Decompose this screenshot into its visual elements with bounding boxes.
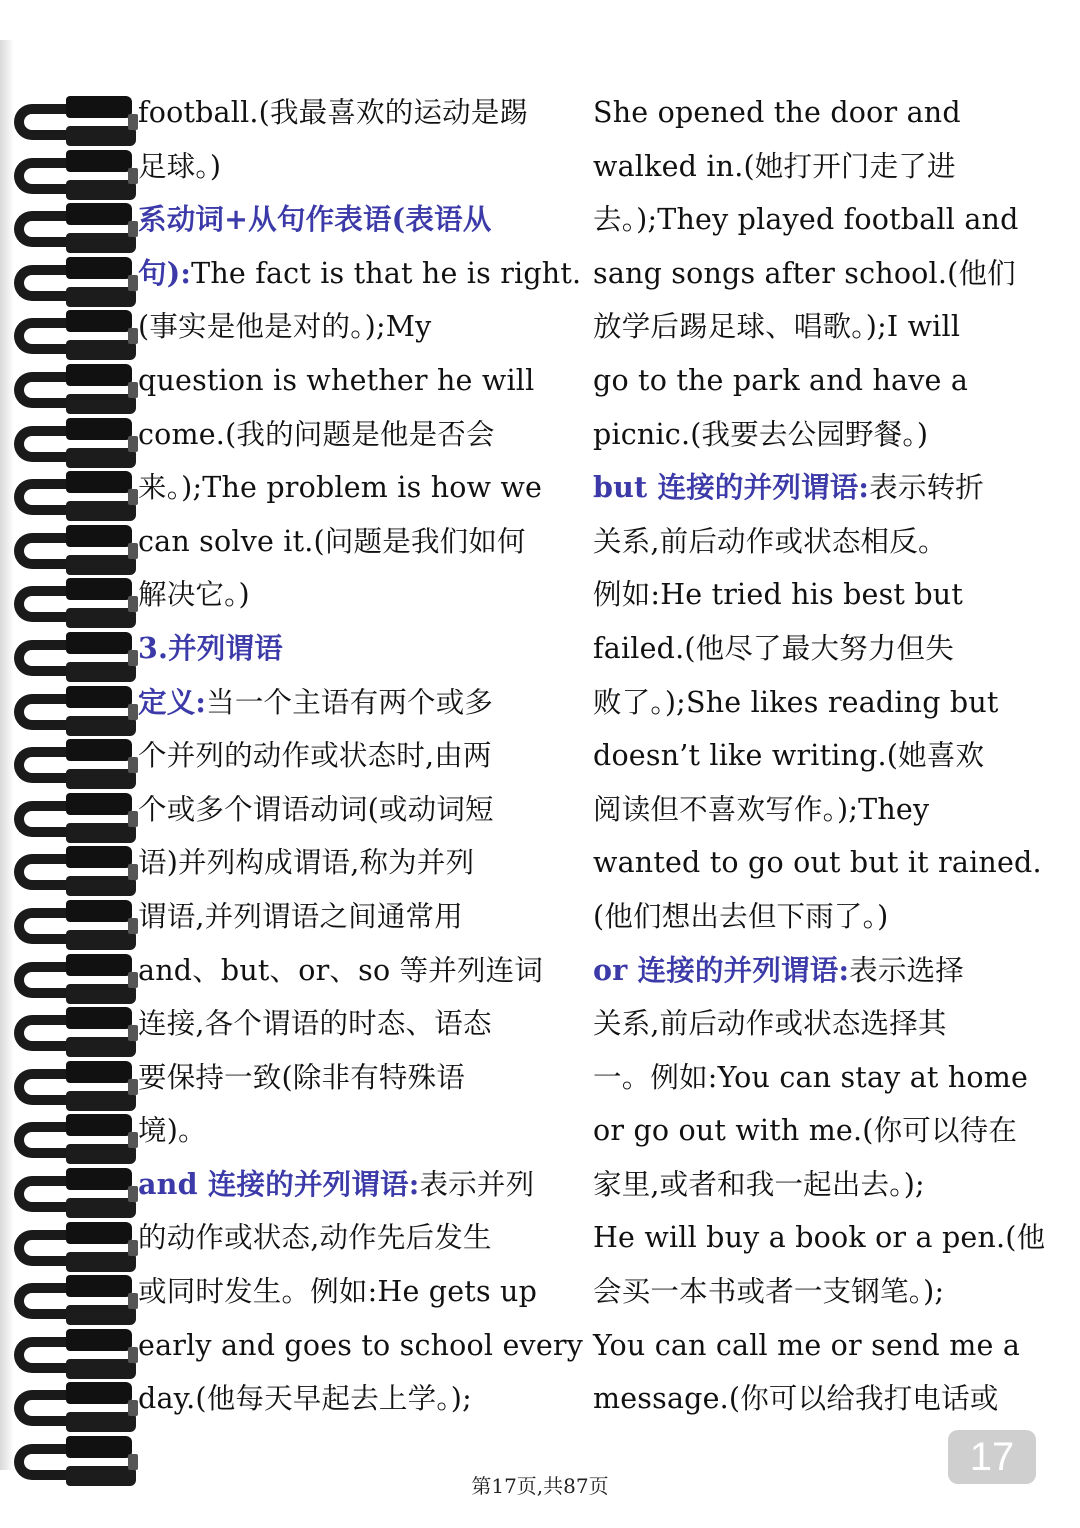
spiral-ring-icon bbox=[8, 1061, 132, 1111]
text-line bbox=[593, 997, 1033, 1051]
body-text: failed.(他尽了最大努力但失 bbox=[593, 631, 954, 665]
text-line bbox=[138, 622, 586, 676]
body-text: 败了。);She likes reading but bbox=[593, 685, 999, 719]
body-text: question is whether he will bbox=[138, 363, 535, 397]
text-line bbox=[138, 408, 586, 462]
text-line bbox=[593, 836, 1042, 890]
text-line bbox=[593, 1158, 1033, 1212]
body-text: 去。);They played football and bbox=[593, 203, 1019, 237]
text-line bbox=[138, 676, 586, 730]
page-number-badge: 17 bbox=[948, 1430, 1036, 1484]
spiral-ring-icon bbox=[8, 846, 132, 896]
spiral-ring-icon bbox=[8, 418, 132, 468]
body-text: walked in.(她打开门走了进 bbox=[593, 149, 956, 183]
body-text: 家里,或者和我一起出去。); bbox=[593, 1167, 925, 1201]
spiral-ring-icon bbox=[8, 578, 132, 628]
highlight-heading: 句): bbox=[138, 255, 192, 290]
text-line bbox=[138, 86, 586, 140]
body-text: doesn’t like writing.(她喜欢 bbox=[593, 739, 985, 773]
text-line bbox=[138, 729, 586, 783]
spiral-ring-icon bbox=[8, 1114, 132, 1164]
text-line bbox=[138, 1372, 586, 1426]
text-line bbox=[593, 354, 1033, 408]
body-text: 要保持一致(除非有特殊语 bbox=[138, 1060, 466, 1094]
text-line bbox=[593, 300, 1033, 354]
spiral-ring-icon bbox=[8, 793, 132, 843]
body-text: can solve it.(问题是我们如何 bbox=[138, 524, 526, 558]
text-line bbox=[138, 515, 586, 569]
text-line bbox=[138, 890, 586, 944]
body-text: 连接,各个谓语的时态、语态 bbox=[138, 1007, 492, 1041]
body-text: message.(你可以给我打电话或 bbox=[593, 1382, 999, 1416]
text-line bbox=[593, 729, 1033, 783]
body-text: 的动作或状态,动作先后发生 bbox=[138, 1221, 492, 1255]
body-text: 表示并列 bbox=[419, 1167, 535, 1201]
text-line bbox=[138, 836, 586, 890]
body-text: 解决它。) bbox=[138, 578, 250, 612]
body-text: come.(我的问题是他是否会 bbox=[138, 417, 495, 451]
text-line bbox=[138, 193, 586, 247]
text-line bbox=[593, 1319, 1033, 1373]
body-text: (事实是他是对的。);My bbox=[138, 310, 432, 344]
spiral-ring-icon bbox=[8, 150, 132, 200]
spiral-ring-icon bbox=[8, 96, 132, 146]
body-text: 或同时发生。例如:He gets up bbox=[138, 1275, 538, 1309]
text-line bbox=[593, 1265, 1033, 1319]
highlight-heading: but 连接的并列谓语: bbox=[593, 470, 870, 505]
text-line bbox=[593, 568, 1033, 622]
body-text: picnic.(我要去公园野餐。) bbox=[593, 417, 929, 451]
highlight-heading: or 连接的并列谓语: bbox=[593, 952, 850, 987]
text-line bbox=[593, 1104, 1033, 1158]
body-text: football.(我最喜欢的运动是踢 bbox=[138, 96, 529, 129]
body-text: 语)并列构成谓语,称为并列 bbox=[138, 846, 475, 880]
body-text: 例如:He tried his best but bbox=[593, 578, 963, 612]
text-line bbox=[138, 944, 586, 998]
highlight-heading: 3.并列谓语 bbox=[138, 630, 283, 665]
spiral-ring-icon bbox=[8, 364, 132, 414]
spiral-ring-icon bbox=[8, 686, 132, 736]
body-text: early and goes to school every bbox=[138, 1328, 584, 1362]
body-text: 表示选择 bbox=[849, 953, 964, 987]
text-line bbox=[593, 1051, 1033, 1105]
text-line bbox=[138, 783, 586, 837]
text-line bbox=[593, 193, 1033, 247]
body-text: 来。);The problem is how we bbox=[138, 471, 543, 505]
text-line bbox=[138, 568, 586, 622]
spiral-ring-icon bbox=[8, 1007, 132, 1057]
spiral-ring-icon bbox=[8, 739, 132, 789]
body-text: She opened the door and bbox=[593, 96, 961, 129]
text-line bbox=[138, 354, 586, 408]
body-text: 境)。 bbox=[138, 1114, 207, 1148]
body-text: and、but、or、so 等并列连词 bbox=[138, 953, 544, 987]
body-text: 当一个主语有两个或多 bbox=[206, 685, 494, 719]
body-text: 放学后踢足球、唱歌。);I will bbox=[593, 310, 961, 344]
text-line bbox=[138, 1104, 586, 1158]
body-text: 关系,前后动作或状态相反。 bbox=[593, 524, 947, 558]
body-text: (他们想出去但下雨了。) bbox=[593, 899, 889, 933]
spiral-ring-icon bbox=[8, 632, 132, 682]
left-column bbox=[138, 86, 586, 1426]
body-text: wanted to go out but it rained. bbox=[593, 846, 1042, 880]
text-line bbox=[138, 997, 586, 1051]
spiral-ring-icon bbox=[8, 525, 132, 575]
body-text: go to the park and have a bbox=[593, 363, 969, 397]
text-line bbox=[138, 140, 586, 194]
text-line bbox=[593, 247, 1033, 301]
page-footer: 第17页,共87页 bbox=[471, 1474, 609, 1498]
body-text: 会买一本书或者一支钢笔。); bbox=[593, 1275, 945, 1309]
spiral-ring-icon bbox=[8, 203, 132, 253]
text-line bbox=[593, 86, 1033, 140]
body-text: 个并列的动作或状态时,由两 bbox=[138, 739, 492, 773]
highlight-heading: 定义: bbox=[138, 684, 207, 719]
text-line bbox=[138, 300, 586, 354]
text-line bbox=[138, 1319, 586, 1373]
text-line bbox=[593, 140, 1033, 194]
spiral-ring-icon bbox=[8, 1275, 132, 1325]
body-text: or go out with me.(你可以待在 bbox=[593, 1114, 1018, 1148]
body-text: You can call me or send me a bbox=[593, 1328, 1021, 1362]
text-line bbox=[593, 408, 1033, 462]
text-line bbox=[593, 890, 1033, 944]
body-text: 阅读但不喜欢写作。);They bbox=[593, 792, 930, 826]
text-line bbox=[138, 461, 586, 515]
body-text: The fact is that he is right. bbox=[191, 256, 582, 290]
text-line bbox=[593, 515, 1033, 569]
body-text: 足球。) bbox=[138, 149, 222, 183]
spiral-ring-icon bbox=[8, 1382, 132, 1432]
text-line bbox=[593, 1372, 1033, 1426]
text-line bbox=[593, 783, 1033, 837]
body-text: 个或多个谓语动词(或动词短 bbox=[138, 792, 494, 826]
spiral-ring-icon bbox=[8, 1329, 132, 1379]
spiral-ring-icon bbox=[8, 900, 132, 950]
text-line bbox=[138, 1265, 586, 1319]
right-column bbox=[593, 86, 1046, 1426]
text-line bbox=[138, 247, 586, 301]
body-text: 一。例如:You can stay at home bbox=[593, 1060, 1029, 1094]
highlight-heading: 系动词+从句作表语(表语从 bbox=[138, 202, 492, 237]
body-text: sang songs after school.(他们 bbox=[593, 256, 1016, 290]
text-line bbox=[138, 1051, 586, 1105]
text-line bbox=[593, 622, 1033, 676]
body-text: day.(他每天早起去上学。); bbox=[138, 1382, 472, 1416]
spiral-ring-icon bbox=[8, 310, 132, 360]
body-text: He will buy a book or a pen.(他 bbox=[593, 1221, 1046, 1255]
text-line bbox=[593, 944, 1033, 998]
spiral-ring-icon bbox=[8, 471, 132, 521]
spiral-ring-icon bbox=[8, 954, 132, 1004]
body-text: 表示转折 bbox=[869, 471, 984, 505]
text-line bbox=[138, 1158, 586, 1212]
text-line bbox=[593, 1211, 1046, 1265]
text-line bbox=[593, 461, 1033, 515]
spiral-ring-icon bbox=[8, 1168, 132, 1218]
body-text: 谓语,并列谓语之间通常用 bbox=[138, 899, 463, 933]
highlight-heading: and 连接的并列谓语: bbox=[138, 1166, 420, 1201]
body-text: 关系,前后动作或状态选择其 bbox=[593, 1007, 947, 1041]
text-line bbox=[593, 676, 1033, 730]
spiral-ring-icon bbox=[8, 257, 132, 307]
spiral-ring-icon bbox=[8, 1222, 132, 1272]
text-line bbox=[138, 1211, 586, 1265]
